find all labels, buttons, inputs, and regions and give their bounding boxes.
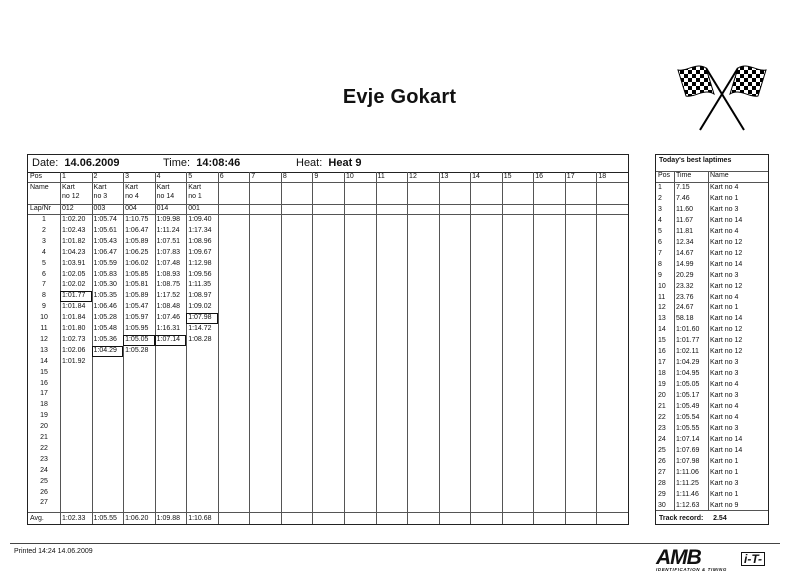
lap-time: 1:05.61 xyxy=(93,226,117,234)
lap-time: 1:09.40 xyxy=(188,216,212,223)
lap-time: 1:06.25 xyxy=(125,248,149,256)
lap-number: 10 xyxy=(40,314,48,322)
best-name-header: Name xyxy=(710,172,729,179)
best-lap-time: 1:07.69 xyxy=(676,446,700,454)
lap-time: 1:01.84 xyxy=(62,303,86,311)
lap-time: 1:07.83 xyxy=(156,248,180,256)
page-title: Evje Gokart xyxy=(342,86,457,108)
best-lap-name: Kart no 4 xyxy=(710,184,739,191)
lap-time: 1:05.74 xyxy=(93,216,117,223)
lap-number: 27 xyxy=(40,499,48,507)
date-label: Date: xyxy=(32,157,59,169)
lap-time: 1:17.34 xyxy=(188,226,212,234)
position-number: 18 xyxy=(598,173,607,180)
lap-time: 1:02.05 xyxy=(62,270,86,278)
column-divider xyxy=(439,172,440,524)
lap-number: 14 xyxy=(40,357,48,365)
best-lap-name: Kart no 4 xyxy=(710,381,739,389)
best-lap-pos: 23 xyxy=(658,424,666,432)
track-record xyxy=(659,515,727,522)
lap-number: 5 xyxy=(42,259,46,267)
best-lap-pos: 26 xyxy=(658,457,666,465)
best-lap-time: 1:02.11 xyxy=(676,348,699,356)
best-lap-pos: 18 xyxy=(658,370,666,378)
amb-logo xyxy=(656,546,774,574)
best-lap-name: Kart no 4 xyxy=(710,413,739,421)
position-number: 17 xyxy=(566,173,575,180)
lap-number: 12 xyxy=(40,335,48,343)
date-value: 14.06.2009 xyxy=(64,157,120,169)
kart-number: 012 xyxy=(62,205,74,212)
best-lap-time: 1:07.14 xyxy=(676,435,700,443)
column-divider xyxy=(502,172,503,524)
best-lap-name: Kart no 3 xyxy=(710,370,739,378)
average-time: 1:06.20 xyxy=(125,515,149,522)
position-number: 11 xyxy=(377,173,385,180)
lap-time: 1:08.75 xyxy=(156,281,180,289)
lap-time: 1:05.47 xyxy=(125,303,149,311)
best-lap-pos: 30 xyxy=(658,501,666,509)
lap-time: 1:05.95 xyxy=(125,325,149,332)
avg-label: Avg. xyxy=(30,515,44,522)
best-lap-pos: 8 xyxy=(658,260,662,268)
position-number: 13 xyxy=(440,173,449,180)
best-lap-time: 7.15 xyxy=(676,184,690,191)
best-lap-pos: 24 xyxy=(658,435,666,443)
best-lap-pos: 27 xyxy=(658,468,666,476)
lap-time: 1:05.48 xyxy=(93,325,117,332)
lap-time: 1:05.89 xyxy=(125,237,149,245)
lap-number: 4 xyxy=(42,248,46,256)
lap-number: 24 xyxy=(40,466,48,474)
lap-number: 18 xyxy=(40,401,48,409)
lap-number: 2 xyxy=(42,226,46,234)
best-lap-time: 1:04.95 xyxy=(676,370,700,378)
lap-time: 1:01.80 xyxy=(62,325,86,332)
column-divider xyxy=(533,172,534,524)
lap-time: 1:05.28 xyxy=(125,346,149,354)
lap-time: 1:12.98 xyxy=(188,259,212,267)
best-lap-name: Kart no 1 xyxy=(710,304,739,312)
lap-time: 1:07.98 xyxy=(186,313,218,324)
kart-name-line1: Kart xyxy=(93,184,107,191)
lap-time: 1:09.67 xyxy=(188,248,212,256)
best-lap-name: Kart no 14 xyxy=(710,216,743,224)
lap-number: 16 xyxy=(40,379,48,387)
best-lap-name: Kart no 3 xyxy=(710,359,739,367)
best-lap-time: 24.67 xyxy=(676,304,694,312)
best-lap-time: 1:12.63 xyxy=(676,501,700,509)
lap-time: 1:06.46 xyxy=(93,303,117,311)
lap-time: 1:05.36 xyxy=(93,335,117,343)
average-time: 1:10.68 xyxy=(188,515,212,522)
lap-time: 1:07.46 xyxy=(156,314,180,322)
best-lap-time: 23.76 xyxy=(676,293,694,301)
column-divider xyxy=(218,172,219,524)
best-lap-pos: 19 xyxy=(658,381,666,389)
best-lap-name: Kart no 9 xyxy=(710,501,739,509)
best-lap-time: 7.46 xyxy=(676,194,690,202)
best-lap-pos: 3 xyxy=(658,205,662,213)
lap-time: 1:11.24 xyxy=(156,226,180,234)
best-lap-time: 1:05.05 xyxy=(676,381,700,389)
best-lap-name: Kart no 3 xyxy=(710,271,739,279)
lap-time: 1:01.92 xyxy=(62,357,86,365)
lap-number: 11 xyxy=(40,325,48,332)
best-lap-name: Kart no 4 xyxy=(710,293,739,301)
column-divider xyxy=(407,172,408,524)
best-lap-pos: 12 xyxy=(658,304,666,312)
best-lap-name: Kart no 4 xyxy=(710,227,739,235)
best-time-header: Time xyxy=(676,172,692,179)
lap-time: 1:05.97 xyxy=(125,314,149,322)
best-lap-time: 12.34 xyxy=(676,238,694,246)
position-number: 10 xyxy=(345,173,354,180)
best-lap-name: Kart no 14 xyxy=(710,315,743,323)
lap-time: 1:10.75 xyxy=(125,216,149,223)
best-lap-pos: 2 xyxy=(658,194,662,202)
lap-time: 1:02.20 xyxy=(62,216,86,223)
best-lap-time: 1:11.25 xyxy=(676,479,699,487)
heat-label: Heat: xyxy=(296,157,323,169)
lap-time: 1:07.51 xyxy=(156,237,180,245)
position-number: 16 xyxy=(535,173,544,180)
crossed-checkered-flags-icon xyxy=(676,58,768,132)
lap-time: 1:04.29 xyxy=(92,346,124,357)
column-divider xyxy=(470,172,471,524)
best-lap-time: 23.32 xyxy=(676,282,694,290)
kart-name-line1: Kart xyxy=(125,184,138,191)
best-lap-name: Kart no 12 xyxy=(710,337,743,345)
best-lap-time: 1:11.46 xyxy=(676,490,699,498)
lap-time: 1:01.77 xyxy=(60,291,92,302)
best-lap-pos: 4 xyxy=(658,216,662,224)
best-lap-time: 1:11.06 xyxy=(676,468,699,476)
kart-name-line2: no 14 xyxy=(156,193,175,200)
lap-time: 1:14.72 xyxy=(188,325,212,332)
best-lap-pos: 20 xyxy=(658,392,666,400)
lapnr-header-label: Lap/Nr xyxy=(30,205,52,212)
position-number: 6 xyxy=(219,173,224,180)
best-lap-pos: 21 xyxy=(658,403,666,410)
lap-time: 1:02.43 xyxy=(62,226,86,234)
lap-time: 1:05.85 xyxy=(125,270,149,278)
lap-time: 1:05.05 xyxy=(123,335,155,346)
lap-time: 1:05.59 xyxy=(93,259,117,267)
lap-time: 1:08.28 xyxy=(188,335,212,343)
position-number: 5 xyxy=(188,173,193,180)
best-lap-pos: 28 xyxy=(658,479,666,487)
lap-time: 1:05.83 xyxy=(93,270,117,278)
best-lap-pos: 6 xyxy=(658,238,662,246)
lap-time: 1:17.52 xyxy=(156,292,180,300)
kart-name-line1: Kart xyxy=(156,184,170,191)
lap-number: 6 xyxy=(42,270,46,278)
track-record-label: Track record: xyxy=(659,515,704,522)
logo-amb-text: AMB xyxy=(656,546,701,569)
kart-name-line1: Kart xyxy=(188,184,202,191)
best-lap-pos: 13 xyxy=(658,315,666,323)
position-number: 9 xyxy=(314,173,319,180)
column-divider xyxy=(344,172,345,524)
best-lap-time: 11.67 xyxy=(676,216,693,224)
best-lap-pos: 1 xyxy=(658,184,662,191)
lap-number: 3 xyxy=(42,237,46,245)
best-pos-header: Pos xyxy=(658,172,671,179)
best-lap-name: Kart no 12 xyxy=(710,326,743,334)
lap-number: 7 xyxy=(42,281,46,289)
lap-time: 1:09.02 xyxy=(188,303,212,311)
best-lap-name: Kart no 12 xyxy=(710,238,743,246)
lap-number: 13 xyxy=(40,346,48,354)
time-value: 14:08:46 xyxy=(196,157,241,169)
best-lap-name: Kart no 3 xyxy=(710,479,739,487)
best-lap-name: Kart no 1 xyxy=(710,194,739,202)
best-lap-time: 14.99 xyxy=(676,260,694,268)
best-lap-time: 1:05.55 xyxy=(676,424,700,432)
best-lap-time: 58.18 xyxy=(676,315,694,323)
lap-number: 20 xyxy=(40,423,48,431)
best-lap-pos: 17 xyxy=(658,359,666,367)
position-number: 12 xyxy=(409,173,417,180)
lap-time: 1:05.89 xyxy=(125,292,149,300)
lap-number: 19 xyxy=(40,412,48,420)
heat-header xyxy=(28,155,628,173)
best-lap-time: 20.29 xyxy=(676,271,694,279)
best-lap-time: 1:01.60 xyxy=(676,326,700,334)
kart-number: 004 xyxy=(125,205,137,212)
lap-time: 1:05.28 xyxy=(93,314,117,322)
position-number: 3 xyxy=(125,173,129,180)
lap-time: 1:08.96 xyxy=(188,237,212,245)
best-lap-name: Kart no 12 xyxy=(710,282,743,290)
lap-time: 1:05.35 xyxy=(93,292,117,300)
best-lap-name: Kart no 1 xyxy=(710,468,739,476)
position-number: 8 xyxy=(282,173,287,180)
kart-name-line1: Kart xyxy=(62,184,75,191)
lap-number: 9 xyxy=(42,303,46,311)
lap-number: 17 xyxy=(40,390,48,398)
lap-time: 1:01.84 xyxy=(62,314,86,322)
column-divider xyxy=(281,172,282,524)
best-lap-pos: 11 xyxy=(658,293,666,301)
best-lap-time: 1:07.98 xyxy=(676,457,700,465)
lap-time: 1:08.93 xyxy=(156,270,180,278)
lap-time: 1:05.30 xyxy=(93,281,117,289)
best-lap-name: Kart no 4 xyxy=(710,403,739,410)
lap-time: 1:11.35 xyxy=(188,281,212,289)
lap-time: 1:06.47 xyxy=(93,248,117,256)
lap-time: 1:07.48 xyxy=(156,259,180,267)
row-divider xyxy=(28,512,628,513)
best-lap-name: Kart no 14 xyxy=(710,260,743,268)
track-record-value: 2.54 xyxy=(713,515,727,522)
time-label: Time: xyxy=(163,157,191,169)
best-lap-pos: 14 xyxy=(658,326,666,334)
lap-time: 1:05.81 xyxy=(125,281,149,289)
lap-number: 15 xyxy=(40,368,48,376)
lap-time: 1:07.14 xyxy=(155,335,187,346)
best-lap-name: Kart no 14 xyxy=(710,446,743,454)
best-lap-time: 1:04.29 xyxy=(676,359,700,367)
best-lap-pos: 10 xyxy=(658,282,666,290)
lap-number: 22 xyxy=(40,444,48,452)
position-number: 1 xyxy=(62,173,66,180)
best-lap-time: 1:01.77 xyxy=(676,337,700,345)
best-lap-name: Kart no 14 xyxy=(710,435,743,443)
best-lap-name: Kart no 3 xyxy=(710,205,739,213)
average-time: 1:02.33 xyxy=(62,515,86,522)
best-lap-pos: 7 xyxy=(658,249,662,257)
lap-number: 21 xyxy=(40,434,48,441)
best-lap-pos: 5 xyxy=(658,227,662,235)
best-lap-name: Kart no 12 xyxy=(710,249,743,257)
kart-name-line2: no 4 xyxy=(125,193,139,200)
lap-time: 1:02.02 xyxy=(62,281,86,289)
column-divider xyxy=(376,172,377,524)
lap-time: 1:03.91 xyxy=(62,259,86,267)
lap-time: 1:05.43 xyxy=(93,237,117,245)
lap-time: 1:04.23 xyxy=(62,248,86,256)
column-divider xyxy=(312,172,313,524)
lap-time: 1:09.56 xyxy=(188,270,212,278)
best-laptimes-title: Today's best laptimes xyxy=(659,157,732,164)
best-lap-pos: 22 xyxy=(658,413,666,421)
heat-results-table xyxy=(27,154,629,525)
position-number: 15 xyxy=(503,173,512,180)
lap-time: 1:08.97 xyxy=(188,292,212,300)
footer-divider xyxy=(10,543,780,544)
best-lap-name: Kart no 1 xyxy=(710,457,739,465)
lap-number: 25 xyxy=(40,477,48,485)
kart-number: 014 xyxy=(156,205,169,212)
best-lap-pos: 16 xyxy=(658,348,666,356)
lap-time: 1:01.82 xyxy=(62,237,86,245)
best-lap-time: 1:05.17 xyxy=(676,392,700,400)
lap-time: 1:02.73 xyxy=(62,335,86,343)
best-laptimes-table xyxy=(655,154,769,525)
kart-name-line2: no 3 xyxy=(93,193,108,200)
best-lap-time: 11.81 xyxy=(676,227,693,235)
best-lap-time: 1:05.49 xyxy=(676,403,700,410)
best-lap-time: 14.67 xyxy=(676,249,694,257)
lap-time: 1:02.06 xyxy=(62,346,86,354)
lap-number: 26 xyxy=(40,488,48,496)
average-time: 1:09.88 xyxy=(156,515,180,522)
best-lap-pos: 15 xyxy=(658,337,666,345)
lap-time: 1:06.02 xyxy=(125,259,149,267)
logo-subtitle: IDENTIFICATION & TIMING xyxy=(656,567,727,572)
lap-number: 1 xyxy=(42,216,46,223)
best-lap-pos: 25 xyxy=(658,446,666,454)
logo-it-text: i-T- xyxy=(741,552,765,566)
lap-number: 23 xyxy=(40,455,48,463)
best-lap-time: 11.60 xyxy=(676,205,693,213)
printed-timestamp: Printed 14:24 14.06.2009 xyxy=(14,548,93,555)
column-divider xyxy=(565,172,566,524)
position-number: 7 xyxy=(251,173,256,180)
position-number: 14 xyxy=(472,173,480,180)
lap-time: 1:06.47 xyxy=(125,226,149,234)
best-lap-name: Kart no 3 xyxy=(710,424,739,432)
average-time: 1:05.55 xyxy=(93,515,117,522)
best-lap-pos: 29 xyxy=(658,490,666,498)
lap-time: 1:08.48 xyxy=(156,303,180,311)
position-number: 4 xyxy=(156,173,161,180)
lap-number: 8 xyxy=(42,292,46,300)
position-number: 2 xyxy=(93,173,98,180)
kart-number: 003 xyxy=(93,205,106,212)
kart-name-line2: no 12 xyxy=(62,193,80,200)
heat-value: Heat 9 xyxy=(328,157,362,169)
column-divider xyxy=(249,172,250,524)
best-lap-name: Kart no 3 xyxy=(710,392,739,400)
pos-header-label: Pos xyxy=(30,173,43,180)
best-lap-pos: 9 xyxy=(658,271,662,279)
column-divider xyxy=(596,172,597,524)
best-lap-name: Kart no 12 xyxy=(710,348,743,356)
name-header-label: Name xyxy=(30,184,49,191)
lap-time: 1:09.98 xyxy=(156,216,180,223)
kart-number: 001 xyxy=(188,205,200,212)
kart-name-line2: no 1 xyxy=(188,193,202,200)
best-lap-name: Kart no 1 xyxy=(710,490,739,498)
lap-time: 1:16.31 xyxy=(156,325,180,332)
best-lap-time: 1:05.54 xyxy=(676,413,700,421)
